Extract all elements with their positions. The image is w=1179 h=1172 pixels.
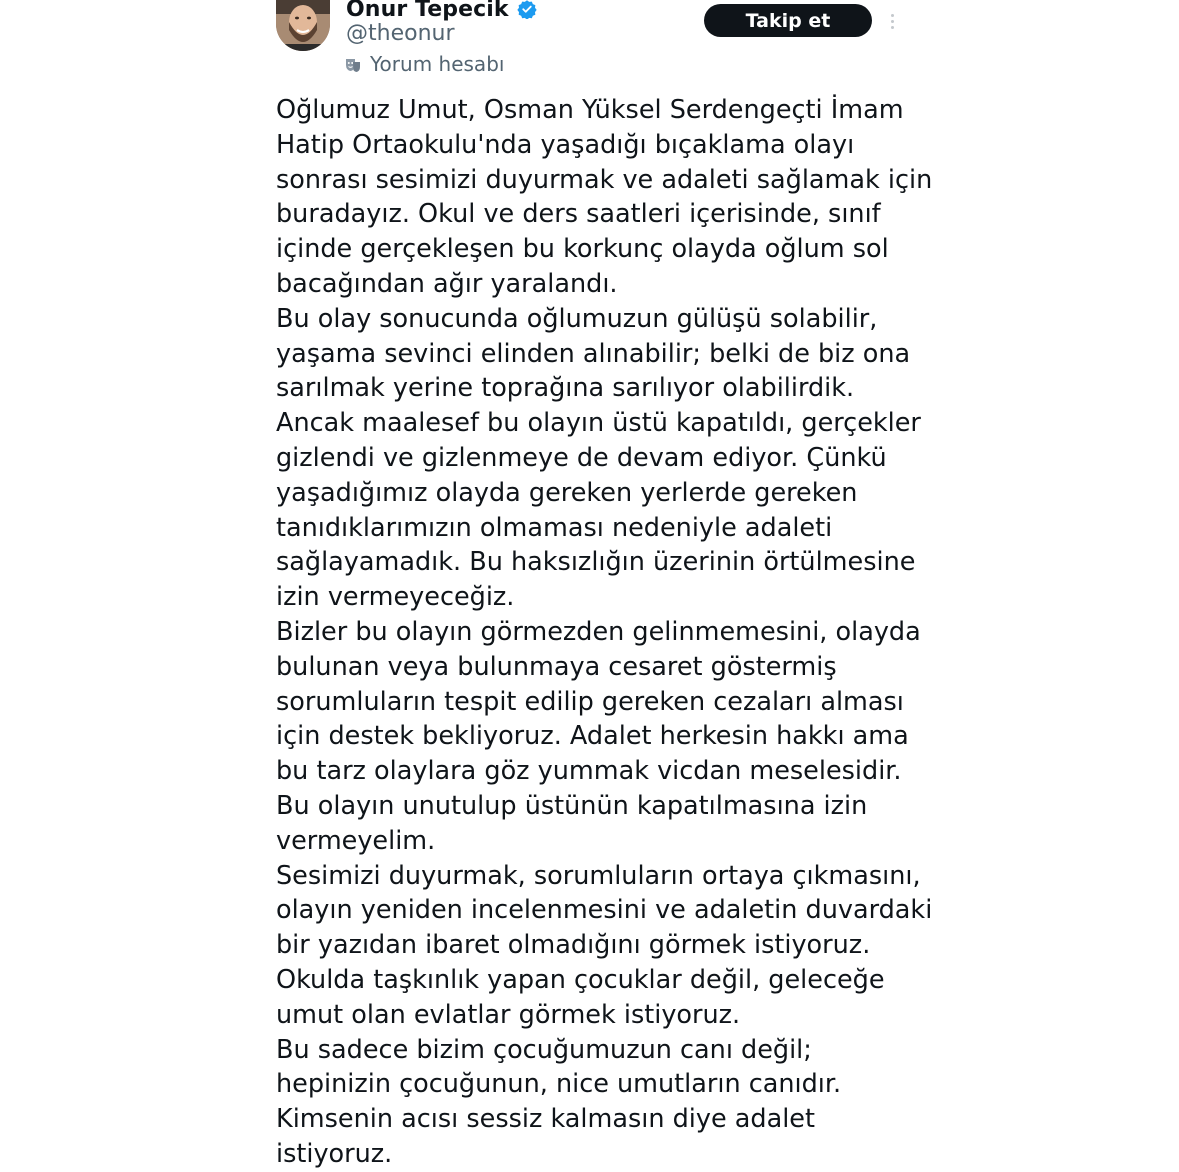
tweet-line: sarılmak yerine toprağına sarılıyor olabilirdik.	[276, 373, 855, 404]
tweet-line: Okulda taşkınlık yapan çocuklar değil, geleceğe	[276, 964, 885, 995]
tweet-line: bu tarz olaylara göz yummak vicdan meselesidir.	[276, 756, 902, 787]
tweet-line: umut olan evlatlar görmek istiyoruz.	[276, 999, 741, 1030]
tweet-line: Oğlumuz Umut, Osman Yüksel Serdengeçti İmam	[276, 95, 904, 125]
tweet-line: bir yazıdan ibaret olmadığını görmek istiyoruz.	[276, 930, 871, 961]
author-handle[interactable]: @theonur	[346, 21, 455, 46]
tweet-line: bacağından ağır yaralandı.	[276, 268, 618, 299]
account-label	[344, 52, 504, 76]
tweet-line: sorumluların tespit edilip gereken cezaları alması	[276, 686, 904, 717]
tweet-line: Bu olay sonucunda oğlumuzun gülüşü solabilir,	[276, 303, 878, 334]
tweet-line: hepinizin çocuğunun, nice umutların canıdır.	[276, 1069, 842, 1100]
more-dot	[891, 20, 894, 23]
verified-badge-icon[interactable]	[517, 0, 537, 19]
tweet-line: Bu sadece bizim çocuğumuzun canı değil;	[276, 1034, 812, 1065]
tweet-line: buradayız. Okul ve ders saatleri içerisinde, sınıf	[276, 199, 881, 230]
more-dot	[891, 26, 894, 29]
tweet-line: içinde gerçekleşen bu korkunç olayda oğlum sol	[276, 234, 889, 265]
tweet-line: bulunan veya bulunmaya cesaret göstermiş	[276, 651, 837, 682]
theater-masks-icon	[344, 55, 362, 73]
more-dot	[891, 14, 894, 17]
tweet-line: olayın yeniden incelenmesini ve adaletin duvardaki	[276, 895, 933, 926]
tweet-line: Bu olayın unutulup üstünün kapatılmasına izin	[276, 790, 868, 821]
tweet-line: gizlendi ve gizlenmeye de devam ediyor. Çünkü	[276, 442, 887, 473]
tweet-line: sağlayamadık. Bu haksızlığın üzerinin örtülmesine	[276, 547, 916, 578]
tweet-line: sonrası sesimizi duyurmak ve adaleti sağlamak için	[276, 164, 933, 195]
tweet-line: izin vermeyeceğiz.	[276, 582, 515, 613]
tweet-line: için destek bekliyoruz. Adalet herkesin hakkı ama	[276, 721, 909, 752]
tweet-line: yaşadığımız olayda gereken yerlerde gereken	[276, 477, 858, 508]
tweet-line: tanıdıklarımızın olmaması nedeniyle adaleti	[276, 512, 833, 543]
follow-button[interactable]: Takip et	[704, 4, 872, 37]
tweet-line: yaşama sevinci elinden alınabilir; belki de biz ona	[276, 338, 911, 369]
tweet-line: Hatip Ortaokulu'nda yaşadığı bıçaklama olayı	[276, 129, 855, 160]
tweet-line: vermeyelim.	[276, 825, 436, 856]
tweet-line: Bizler bu olayın görmezden gelinmemesini, olayda	[276, 616, 921, 647]
tweet-line: Ancak maalesef bu olayın üstü kapatıldı, gerçekler	[276, 408, 921, 439]
more-dots-icon[interactable]	[884, 8, 900, 34]
tweet-text	[276, 93, 936, 1172]
tweet-line: Kimsenin acısı sessiz kalmasın diye adalet	[276, 1104, 815, 1135]
profile-photo-icon	[276, 0, 330, 51]
author-display-name[interactable]: Onur Tepecik	[346, 0, 509, 22]
avatar[interactable]	[276, 0, 330, 51]
tweet-line: Sesimizi duyurmak, sorumluların ortaya çıkmasını,	[276, 860, 921, 891]
account-label-text: Yorum hesabı	[370, 52, 505, 76]
tweet-line: istiyoruz.	[276, 1138, 393, 1169]
